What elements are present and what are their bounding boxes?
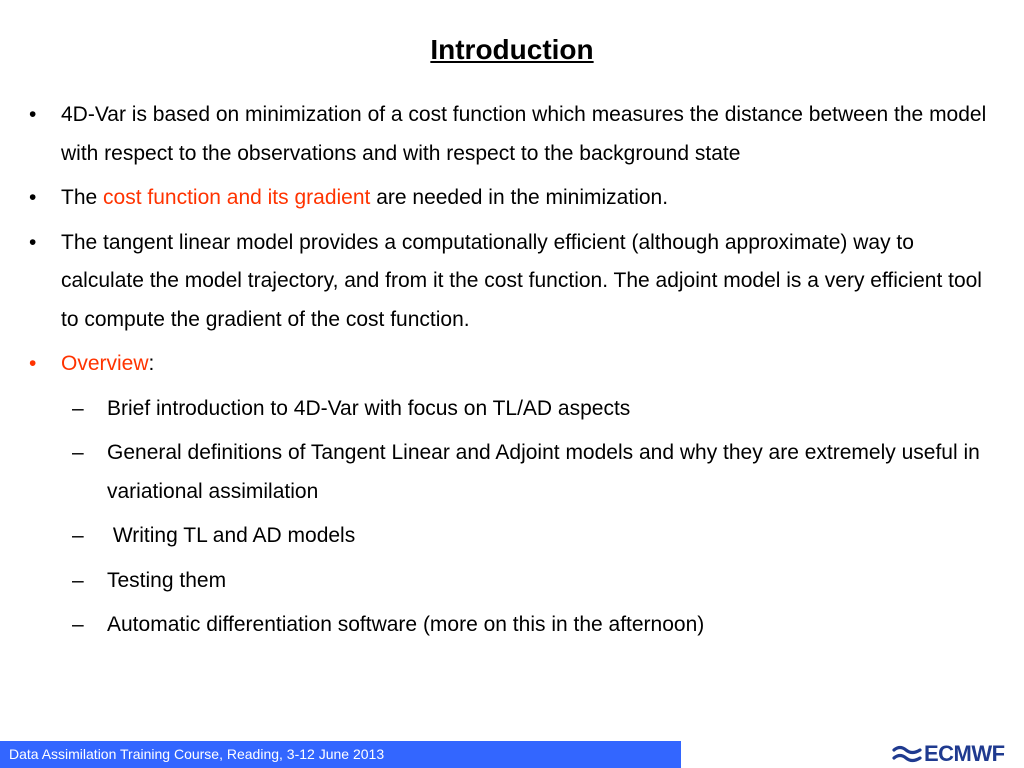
bullet-text-suffix: :: [148, 352, 155, 375]
sub-marker: –: [72, 613, 84, 636]
sub-text: Writing TL and AD models: [107, 524, 356, 547]
ecmwf-logo-icon: [892, 743, 922, 765]
sub-marker: –: [72, 568, 84, 592]
bullet-text-prefix: The: [61, 186, 104, 209]
footer-text: Data Assimilation Training Course, Reading, 3-12 June 2013: [9, 746, 385, 762]
bullet-item: [24, 224, 999, 340]
bullet-marker: •: [29, 103, 37, 126]
sub-text: Automatic differentiation software (more on this in the afternoon): [107, 613, 705, 636]
slide-content: [24, 96, 999, 651]
sub-item: [24, 606, 999, 645]
sub-item: [24, 434, 999, 511]
sub-marker: –: [72, 524, 84, 547]
sub-text: Testing them: [107, 568, 227, 592]
logo-text: ECMWF: [924, 741, 1005, 766]
ecmwf-logo: [892, 740, 1005, 768]
bullet-marker: •: [29, 186, 37, 209]
bullet-text-suffix: are needed in the minimization.: [370, 186, 669, 209]
footer-bar: [0, 741, 681, 768]
bullet-highlight: Overview: [61, 352, 149, 375]
bullet-text: 4D-Var is based on minimization of a cost function which measures the distance between the model with respect to the observations and with respect to the background state: [61, 103, 987, 165]
sub-item: [24, 390, 999, 429]
sub-item: [24, 562, 999, 601]
slide-title: Introduction: [430, 34, 594, 65]
bullet-item: [24, 179, 999, 218]
sub-marker: –: [72, 441, 84, 464]
sub-marker: –: [72, 396, 84, 420]
bullet-text: The tangent linear model provides a computationally efficient (although approximate) way to calculate the model trajectory, and from it the cost function. The adjoint model is a very efficient tool to compute the gradient of the cost function.: [61, 230, 982, 331]
bullet-item: [24, 96, 999, 173]
bullet-marker: •: [29, 230, 37, 254]
bullet-marker: •: [29, 352, 37, 375]
bullet-item-overview: [24, 345, 999, 384]
sub-item: [24, 517, 999, 556]
sub-text: General definitions of Tangent Linear and Adjoint models and why they are extremely useful in variational assimilation: [107, 441, 980, 503]
bullet-highlight: cost function and its gradient: [103, 186, 371, 209]
sub-text: Brief introduction to 4D-Var with focus on TL/AD aspects: [107, 396, 631, 420]
